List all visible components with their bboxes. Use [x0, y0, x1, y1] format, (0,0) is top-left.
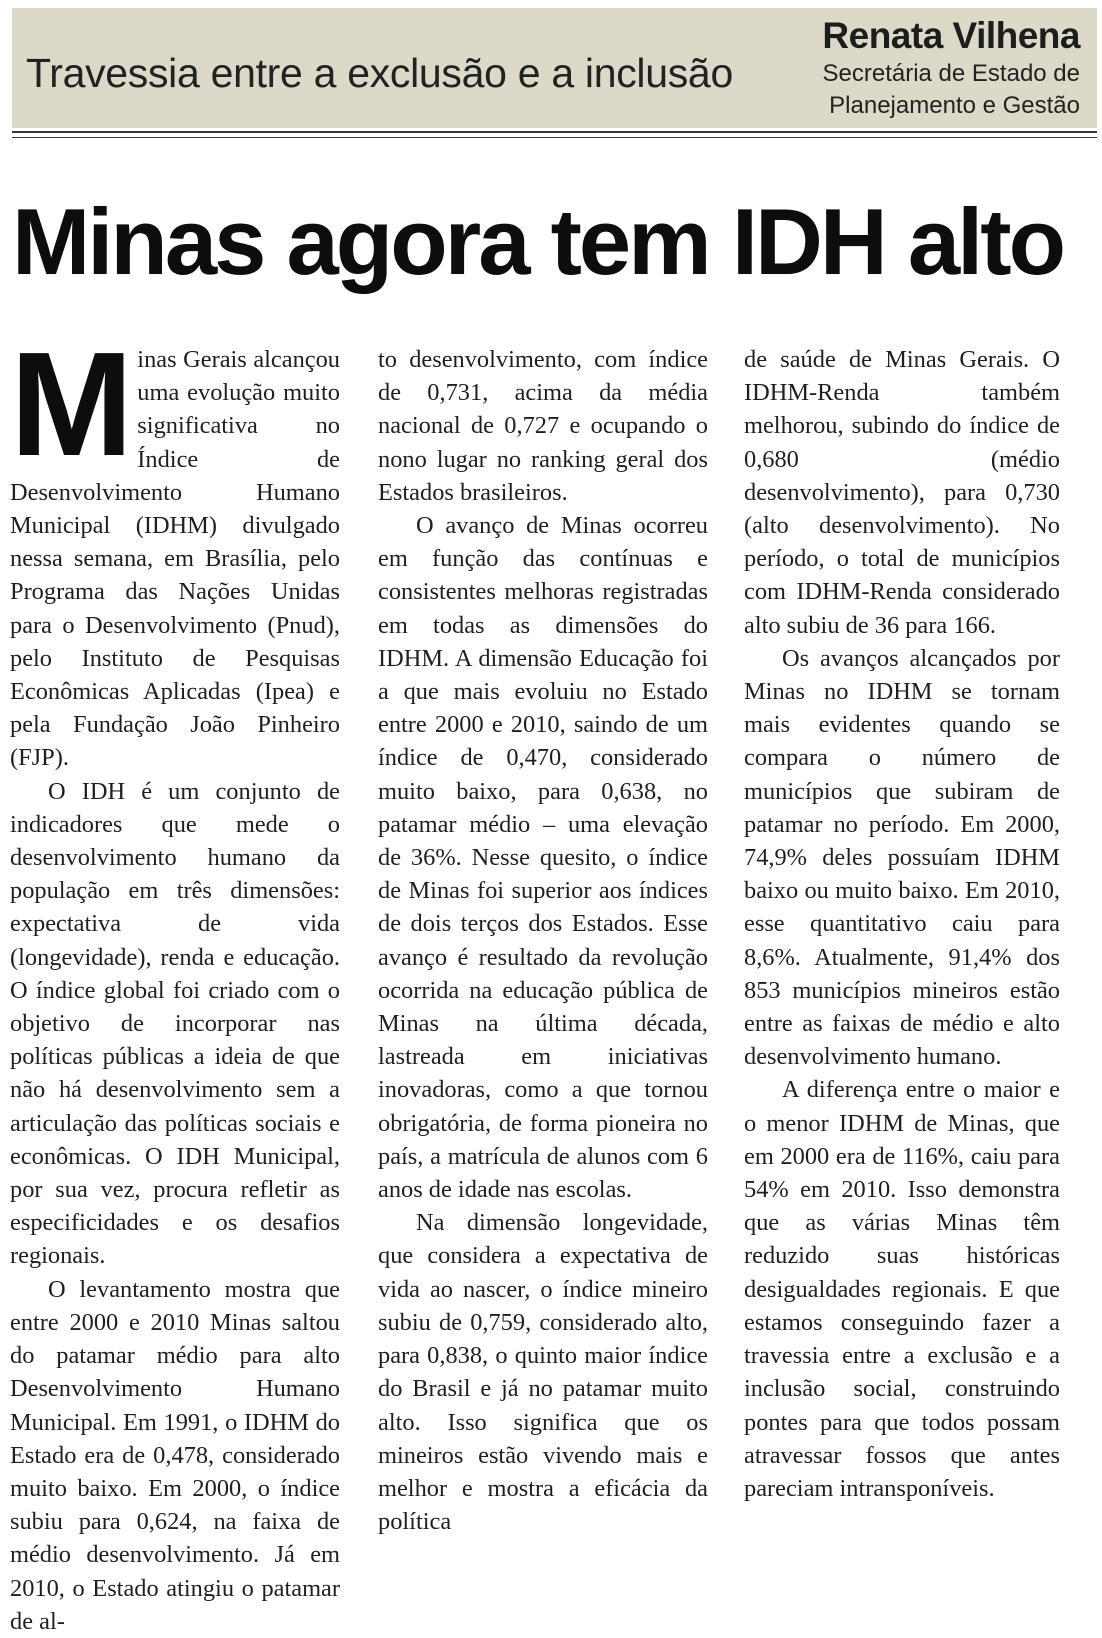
paragraph: to desenvolvimento, com índice de 0,731, acima da média nacional de 0,727 e ocupando o nono lugar no ranking geral dos Estados brasileiros. — [378, 346, 708, 506]
byline — [822, 14, 1080, 122]
header-rule-thick — [12, 131, 1097, 133]
author-name: Renata Vilhena — [822, 15, 1080, 56]
article-column-1 — [10, 322, 340, 1638]
header-rule-thin — [12, 137, 1097, 138]
paragraph: Na dimensão longevidade, que considera a expectativa de vida ao nascer, o índice mineiro subiu de 0,759, considerado alto, para 0,838, o quinto maior índice do Brasil e já no patamar muito alto. Isso significa que os mineiros estão vivendo mais e melhor e mostra a eficácia da política — [378, 1209, 708, 1536]
paragraph: O IDH é um conjunto de indicadores que mede o desenvolvimento humano da população em três dimensões: expectativa de vida (longevidade), renda e educação. O índice global foi criado com o objetivo de incorporar nas políticas públicas a ideia de que não há desenvolvimento sem a articulação das políticas sociais e econômicas. O IDH Municipal, por sua vez, procura refletir as especificidades e os desafios regionais. — [10, 777, 340, 1270]
author-role-line-2: Planejamento e Gestão — [829, 92, 1080, 119]
paragraph: A diferença entre o maior e o menor IDHM de Minas, que em 2000 era de 116%, caiu para 54% em 2010. Isso demonstra que as várias Minas têm reduzido suas históricas desigualdades regionais. E que estamos conseguindo fazer a travessia entre a exclusão e a inclusão social, construindo pontes para que todos possam atravessar fossos que antes pareciam intransponíveis. — [744, 1076, 1060, 1502]
paragraph: Os avanços alcançados por Minas no IDHM se tornam mais evidentes quando se compara o número de municípios que subiram de patamar no período. Em 2000, 74,9% deles possuíam IDHM baixo ou muito baixo. Em 2010, esse quantitativo caiu para 8,6%. Atualmente, 91,4% dos 853 municípios mineiros estão entre as faixas de médio e alto desenvolvimento humano. — [744, 644, 1060, 1071]
paragraph: de saúde de Minas Gerais. O IDHM-Renda também melhorou, subindo do índice de 0,680 (médio desenvolvimento), para 0,730 (alto desenvolvimento). No período, o total de municípios com IDHM-Renda considerado alto subiu de 36 para 166. — [744, 346, 1060, 639]
paragraph: inas Gerais alcançou uma evolução muito significativa no Índice de Desenvolvimento Humano Municipal (IDHM) divulgado nessa semana, em Brasília, pelo Programa das Nações Unidas para o Desenvolvimento (Pnud), pelo Instituto de Pesquisas Econômicas Aplicadas (Ipea) e pela Fundação João Pinheiro (FJP). — [10, 346, 340, 772]
drop-cap: M — [10, 322, 130, 487]
article-column-3 — [744, 343, 1060, 1505]
article-headline: Minas agora tem IDH alto — [12, 189, 1063, 294]
article-column-2 — [378, 343, 708, 1538]
column-title: Travessia entre a exclusão e a inclusão — [26, 50, 733, 96]
paragraph: O avanço de Minas ocorreu em função das contínuas e consistentes melhoras registradas em todas as dimensões do IDHM. A dimensão Educação foi a que mais evoluiu no Estado entre 2000 e 2010, saindo de um índice de 0,470, considerado muito baixo, para 0,638, no patamar médio – uma elevação de 36%. Nesse quesito, o índice de Minas foi superior aos índices de dois terços dos Estados. Esse avanço é resultado da revolução ocorrida na educação pública de Minas na última década, lastreada em iniciativas inovadoras, como a que tornou obrigatória, de forma pioneira no país, a matrícula de alunos com 6 anos de idade nas escolas. — [378, 512, 708, 1204]
paragraph: O levantamento mostra que entre 2000 e 2010 Minas saltou do patamar médio para alto Desenvolvimento Humano Municipal. Em 1991, o IDHM do Estado era de 0,478, considerado muito baixo. Em 2000, o índice subiu para 0,624, na faixa de médio desenvolvimento. Já em 2010, o Estado atingiu o patamar de al- — [10, 1275, 340, 1635]
author-role-line-1: Secretária de Estado de — [822, 60, 1080, 87]
